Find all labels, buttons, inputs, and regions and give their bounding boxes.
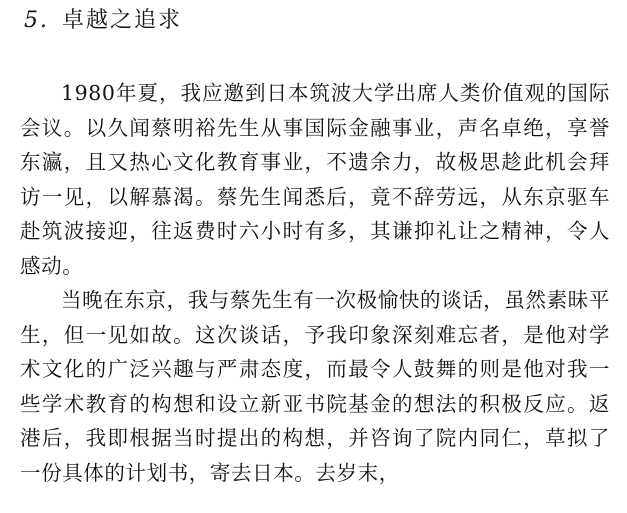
section-heading xyxy=(24,6,182,36)
section-title: 卓越之追求 xyxy=(62,8,183,33)
paragraph: 1980年夏，我应邀到日本筑波大学出席人类价值观的国际会议。以久闻蔡明裕先生从事国际金融事业，声名卓绝，享誉东瀛，且又热心文化教育事业，不遗余力，故极思趁此机会拜访一见，以解慕渴。蔡先生闻悉后，竟不辞劳远，从东京驱车赴筑波接迎，往返费时六小时有多，其谦抑礼让之精神，令人感动。 xyxy=(20,81,610,278)
section-number: 5. xyxy=(24,8,49,33)
paragraph: 当晚在东京，我与蔡先生有一次极愉快的谈话，虽然素昧平生，但一见如故。这次谈话，予我印象深刻难忘者，是他对学术文化的广泛兴趣与严肃态度，而最令人鼓舞的则是他对我一些学术教育的构想和设立新亚书院基金的想法的积极反应。返港后，我即根据当时提出的构想，并咨询了院内同仁，草拟了一份具体的计划书，寄去日本。去岁末， xyxy=(20,288,610,485)
